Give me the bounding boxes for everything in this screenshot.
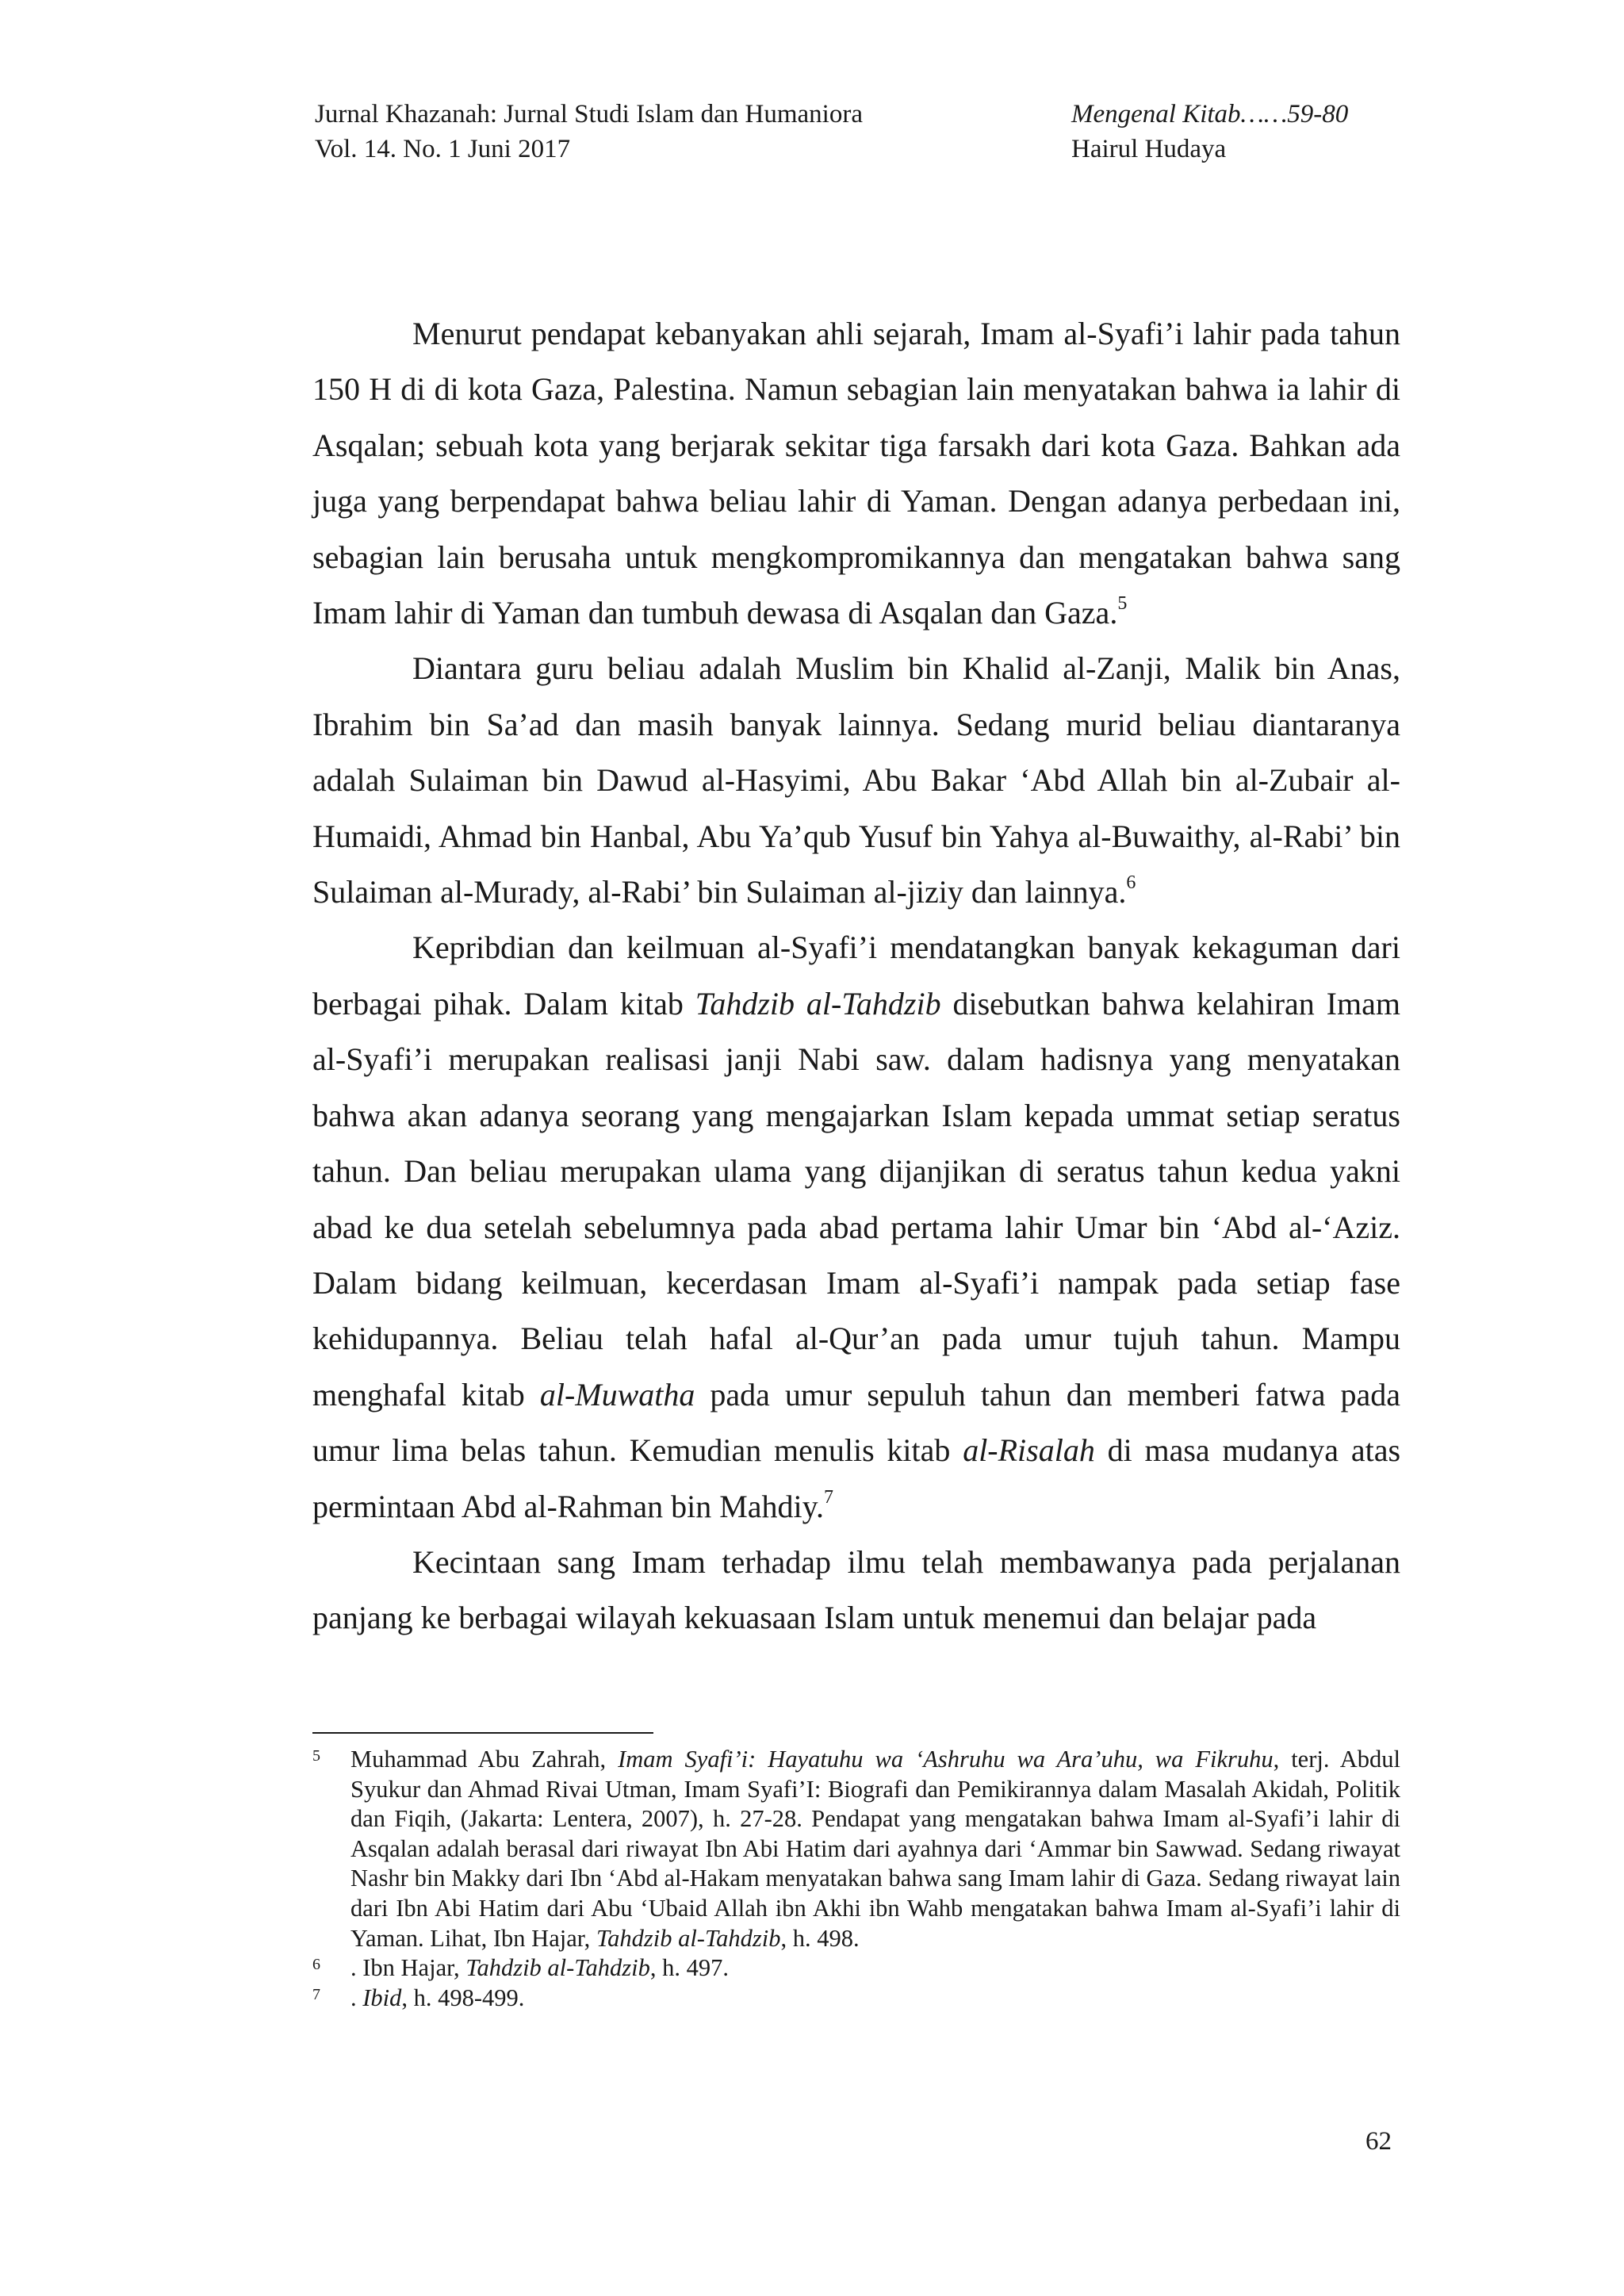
footnote-ref: 6 [1126, 872, 1136, 894]
italic-text: al-Risalah [963, 1432, 1095, 1469]
footnote-number: 7 [312, 1985, 320, 2003]
page-number: 62 [1365, 2127, 1392, 2156]
text-run: . Ibn Hajar, [350, 1954, 466, 1982]
text-run: Kepribdian dan keilmuan al-Syafi’i mendatangkan banyak kekaguman dari berbagai pihak. Dalam kitab [312, 930, 1400, 1022]
paragraph [312, 1535, 1400, 1646]
text-run: disebutkan bahwa kelahiran Imam al-Syafi’i merupakan realisasi janji Nabi saw. dalam hadisnya yang menyatakan bahwa akan adanya seorang yang mengajarkan Islam kepada ummat setiap seratus tahun. Dan beliau merupakan ulama yang dijanjikan di seratus tahun kedua yakni abad ke dua setelah sebelumnya pada abad pertama lahir Umar bin ‘Abd al-‘Aziz. Dalam bidang keilmuan, kecerdasan Imam al-Syafi’i nampak pada setiap fase kehidupannya. Beliau telah hafal al-Qur’an pada umur tujuh tahun. Mampu menghafal kitab [312, 985, 1400, 1412]
footnote-separator [312, 1732, 653, 1734]
footnote [312, 1745, 1400, 1953]
header-right [1071, 97, 1348, 167]
text-run: Muhammad Abu Zahrah, [350, 1746, 619, 1773]
text-run: Menurut pendapat kebanyakan ahli sejarah, Imam al-Syafi’i lahir pada tahun 150 H di di kota Gaza, Palestina. Namun sebagian lain menyatakan bahwa ia lahir di Asqalan; sebuah kota yang berjarak sekitar tiga farsakh dari kota Gaza. Bahkan ada juga yang berpendapat bahwa beliau lahir di Yaman. Dengan adanya perbedaan ini, sebagian lain berusaha untuk mengkompromikannya dan mengatakan bahwa sang Imam lahir di Yaman dan tumbuh dewasa di Asqalan dan Gaza. [312, 316, 1400, 631]
article-author: Hairul Hudaya [1071, 135, 1227, 163]
italic-text: Ibid [362, 1984, 402, 2011]
text-run: . [350, 1984, 363, 2011]
body-text [312, 306, 1400, 1646]
paragraph [312, 920, 1400, 1534]
text-run: , h. 498-499. [401, 1984, 525, 2011]
text-run: di masa mudanya atas permintaan Abd al-Rahman bin Mahdiy. [312, 1432, 1401, 1524]
italic-text: Tahdzib al-Tahdzib [596, 1924, 781, 1952]
text-run: , h. 498. [780, 1924, 860, 1952]
text-run: Kecintaan sang Imam terhadap ilmu telah membawanya pada perjalanan panjang ke berbagai wilayah kekuasaan Islam untuk menemui dan belajar pada [312, 1543, 1400, 1636]
italic-text: Tahdzib al-Tahdzib [695, 985, 941, 1022]
paragraph [312, 641, 1400, 920]
footnote-ref: 7 [824, 1486, 834, 1508]
footnote-number: 5 [312, 1747, 320, 1765]
italic-text: al-Muwatha [539, 1376, 695, 1412]
text-run: , terj. Abdul Syukur dan Ahmad Rivai Utman, Imam Syafi’I: Biografi dan Pemikirannya dalam Masalah Akidah, Politik dan Fiqih, (Jakarta: Lentera, 2007), h. 27-28. Pendapat yang mengatakan bahwa Imam al-Syafi’i lahir di Asqalan adalah berasal dari riwayat Ibn Abi Hatim dari ayahnya dari ‘Ammar bin Sawwad. Sedang riwayat Nashr bin Makky dari Ibn ‘Abd al-Hakam menyatakan bahwa sang Imam lahir di Gaza. Sedang riwayat lain dari Ibn Abi Hatim dari Abu ‘Ubaid Allah ibn Akhi ibn Wahb mengatakan bahwa Imam al-Syafi’i lahir di Yaman. Lihat, Ibn Hajar, [350, 1746, 1400, 1952]
journal-volume: Vol. 14. No. 1 Juni 2017 [315, 135, 571, 163]
header-left [315, 97, 863, 167]
footnote-ref: 5 [1117, 593, 1128, 615]
footnote [312, 1953, 1400, 1984]
journal-title: Jurnal Khazanah: Jurnal Studi Islam dan Humaniora [315, 100, 863, 128]
italic-text: Tahdzib al-Tahdzib [465, 1954, 650, 1982]
footnote [312, 1984, 1400, 2014]
paragraph [312, 306, 1400, 641]
footnotes [312, 1745, 1400, 2013]
text-run: , h. 497. [649, 1954, 729, 1982]
footnote-number: 6 [312, 1956, 320, 1974]
italic-text: Imam Syafi’i: Hayatuhu wa ‘Ashruhu wa Ara’uhu, wa Fikruhu [618, 1746, 1274, 1773]
text-run: pada umur sepuluh tahun dan memberi fatwa pada umur lima belas tahun. Kemudian menulis kitab [312, 1376, 1400, 1469]
article-title: Mengenal Kitab……59-80 [1071, 100, 1349, 128]
text-run: Diantara guru beliau adalah Muslim bin Khalid al-Zanji, Malik bin Anas, Ibrahim bin Sa’ad dan masih banyak lainnya. Sedang murid beliau diantaranya adalah Sulaiman bin Dawud al-Hasyimi, Abu Bakar ‘Abd Allah bin al-Zubair al-Humaidi, Ahmad bin Hanbal, Abu Ya’qub Yusuf bin Yahya al-Buwaithy, al-Rabi’ bin Sulaiman al-Murady, al-Rabi’ bin Sulaiman al-jiziy dan lainnya. [312, 650, 1400, 910]
